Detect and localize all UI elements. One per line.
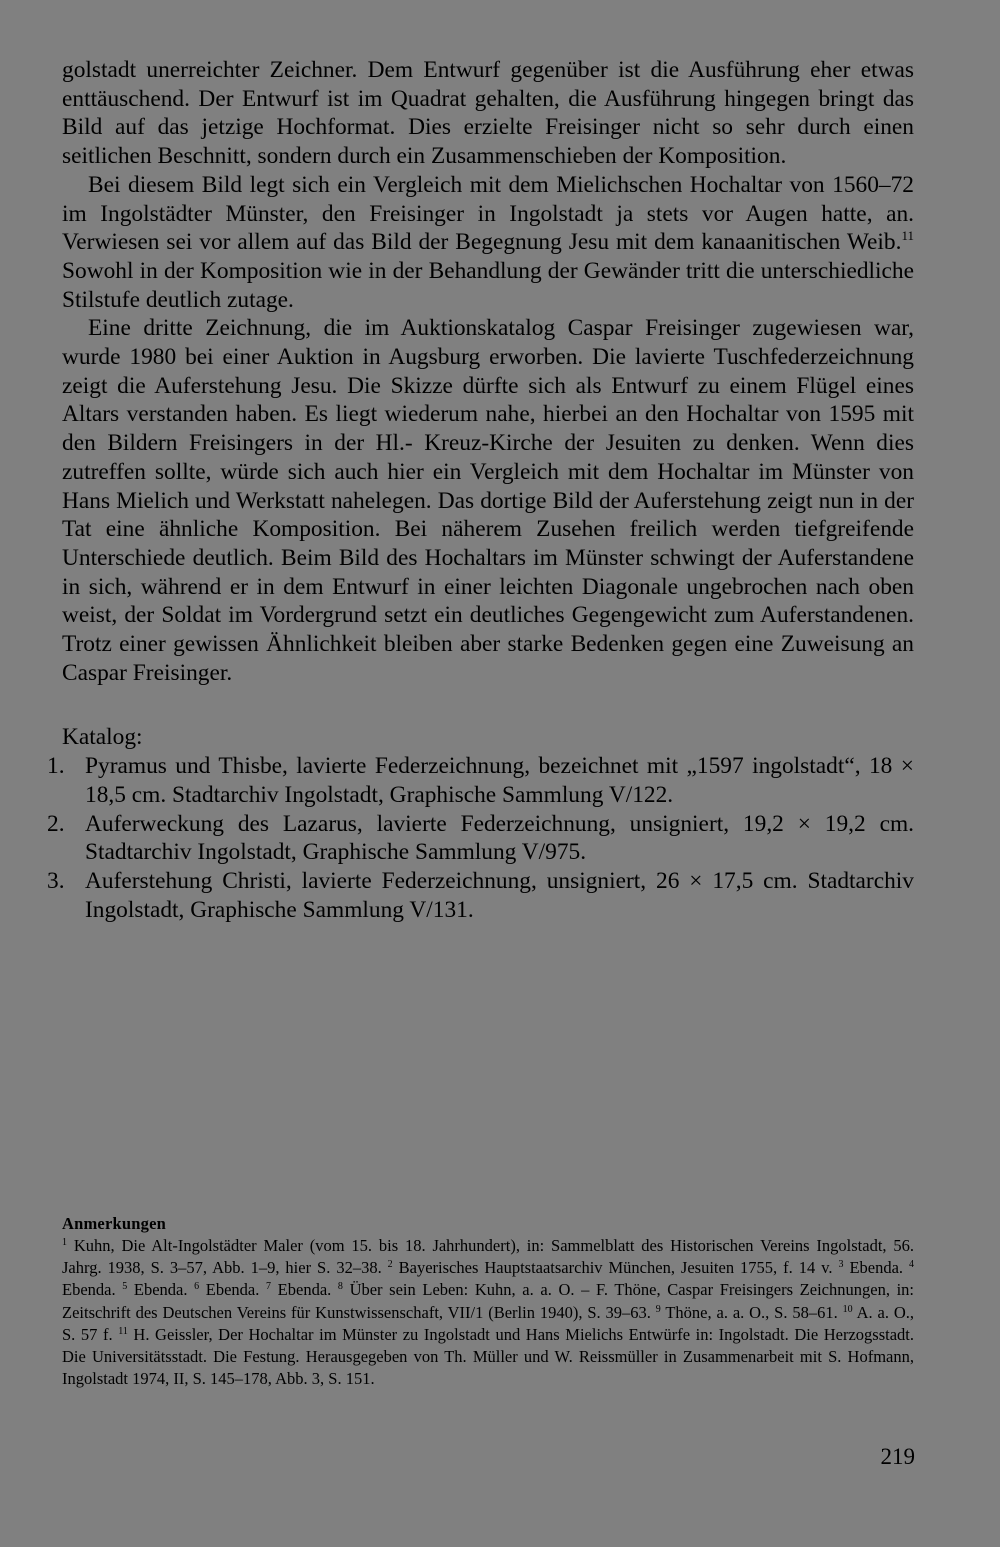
katalog-item-text: Auferstehung Christi, lavierte Federzeichnung, unsigniert, 26 × 17,5 cm. Stadtarchiv Ingolstadt, Graphische Sammlung V/131. bbox=[85, 867, 914, 923]
footnote-marker: 1 bbox=[62, 1237, 67, 1248]
katalog-item-text: Auferweckung des Lazarus, lavierte Federzeichnung, unsigniert, 19,2 × 19,2 cm. Stadtarchiv Ingolstadt, Graphische Sammlung V/975. bbox=[85, 810, 914, 866]
footnote-marker: 6 bbox=[194, 1281, 200, 1293]
katalog-item-number: 2. bbox=[47, 810, 65, 837]
footnote-marker: 10 bbox=[842, 1303, 853, 1315]
footnote-ref-11: 11 bbox=[901, 228, 914, 244]
main-text bbox=[47, 56, 914, 924]
katalog-item bbox=[47, 810, 914, 867]
footnote-marker: 11 bbox=[118, 1325, 128, 1337]
footnote-4: Ebenda. bbox=[62, 1280, 123, 1300]
footnotes bbox=[62, 1213, 914, 1390]
footnote-10: A. a. O., S. 57 f. bbox=[62, 1302, 915, 1344]
katalog-heading: Katalog: bbox=[62, 724, 143, 751]
paragraph-3: Eine dritte Zeichnung, die im Auktionskatalog Caspar Freisinger zugewiesen war, wurde 1980 bei einer Auktion in Augsburg erworben. Die lavierte Tuschfederzeichnung zeigt die Auferstehung Jesu. Die Skizze dürfte sich als Entwurf zu einem Flügel eines Altars verstanden haben. Es liegt wiederum nahe, hierbei an den Hochaltar von 1595 mit den Bildern Freisingers in der Hl.- Kreuz-Kirche der Jesuiten zu denken. Wenn dies zutreffen sollte, würde sich auch hier ein Vergleich mit dem Hochaltar im Münster von Hans Mielich und Werkstatt nahelegen. Das dortige Bild der Auferstehung zeigt nun in der Tat eine ähnliche Komposition. Bei näherem Zusehen freilich werden tiefgreifende Unterschiede deutlich. Beim Bild des Hochaltars im Münster schwingt der Auferstandene in sich, während er in dem Entwurf in einer leichten Diagonale ungebrochen nach oben weist, der Soldat im Vordergrund setzt ein deutliches Gegengewicht zum Auferstandenen. Trotz einer gewissen Ähnlichkeit bleiben aber starke Bedenken gegen eine Zuweisung an Caspar Freisinger. bbox=[62, 315, 914, 686]
footnote-9: Thöne, a. a. O., S. 58–61. bbox=[665, 1302, 843, 1322]
katalog-list bbox=[47, 752, 914, 924]
footnote-1: Kuhn, Die Alt-Ingolstädter Maler (vom 15. bis 18. Jahrhundert), in: Sammelblatt des Historischen Vereins Ingolstadt, 56. Jahrg. 1938, S. 3–57, Abb. 1–9, hier S. 32–38. bbox=[62, 1236, 915, 1278]
footnote-marker: 3 bbox=[838, 1259, 844, 1271]
footnote-6: Ebenda. bbox=[205, 1280, 267, 1300]
footnote-marker: 4 bbox=[909, 1259, 915, 1271]
katalog-item-text: Pyramus und Thisbe, lavierte Federzeichnung, bezeichnet mit „1597 ingolstadt“, 18 × 18,5 cm. Stadtarchiv Ingolstadt, Graphische Sammlung V/122. bbox=[85, 753, 914, 808]
footnote-marker: 8 bbox=[337, 1281, 343, 1293]
katalog-item bbox=[47, 752, 914, 809]
paragraph-2-text-b: Sowohl in der Komposition wie in der Behandlung der Gewänder tritt die unterschiedliche Stilstufe deutlich zutage. bbox=[62, 257, 914, 313]
footnote-marker: 5 bbox=[122, 1281, 128, 1293]
footnote-11: H. Geissler, Der Hochaltar im Münster zu Ingolstadt und Hans Mielichs Entwürfe in: Ingolstadt. Die Herzogsstadt. Die Universitätsstadt. Die Festung. Herausgegeben von Th. Müller und W. Reissmüller in Zusammenarbeit mit S. Hofmann, Ingolstadt 1974, II, S. 145–178, Abb. 3, S. 151. bbox=[62, 1324, 914, 1389]
footnote-7: Ebenda. bbox=[277, 1280, 338, 1300]
footnotes-text bbox=[62, 1235, 914, 1390]
footnote-2: Bayerisches Hauptstaatsarchiv München, Jesuiten 1755, f. 14 v. bbox=[398, 1258, 839, 1278]
footnote-marker: 9 bbox=[655, 1303, 661, 1315]
paragraph-2 bbox=[62, 171, 914, 315]
katalog-item bbox=[47, 867, 914, 924]
footnote-marker: 2 bbox=[387, 1259, 393, 1271]
page-number: 219 bbox=[880, 1444, 915, 1469]
paragraph-1: golstadt unerreichter Zeichner. Dem Entwurf gegenüber ist die Ausführung eher etwas enttäuschend. Der Entwurf ist im Quadrat gehalten, die Ausführung hingegen bringt das Bild auf das jetzige Hochformat. Dies erzielte Freisinger nicht so sehr durch einen seitlichen Beschnitt, sondern durch ein Zusammenschieben der Komposition. bbox=[62, 57, 914, 170]
footnote-3: Ebenda. bbox=[849, 1258, 910, 1278]
footnotes-heading: Anmerkungen bbox=[62, 1214, 166, 1233]
paragraph-2-text-a: Bei diesem Bild legt sich ein Vergleich mit dem Mielichschen Hochaltar von 1560–72 im Ingolstädter Münster, den Freisinger in Ingolstadt ja stets vor Augen hatte, an. Verwiesen sei vor allem auf das Bild der Begegnung Jesu mit dem kanaanitischen Weib. bbox=[62, 171, 914, 256]
katalog-item-number: 3. bbox=[47, 867, 65, 894]
footnote-8: Über sein Leben: Kuhn, a. a. O. – F. Thöne, Caspar Freisingers Zeichnungen, in: Zeitschrift des Deutschen Vereins für Kunstwissenschaft, VII/1 (Berlin 1940), S. 39–63. bbox=[62, 1280, 915, 1322]
footnote-5: Ebenda. bbox=[133, 1280, 195, 1300]
footnote-marker: 7 bbox=[266, 1281, 272, 1293]
katalog-item-number: 1. bbox=[47, 753, 65, 780]
